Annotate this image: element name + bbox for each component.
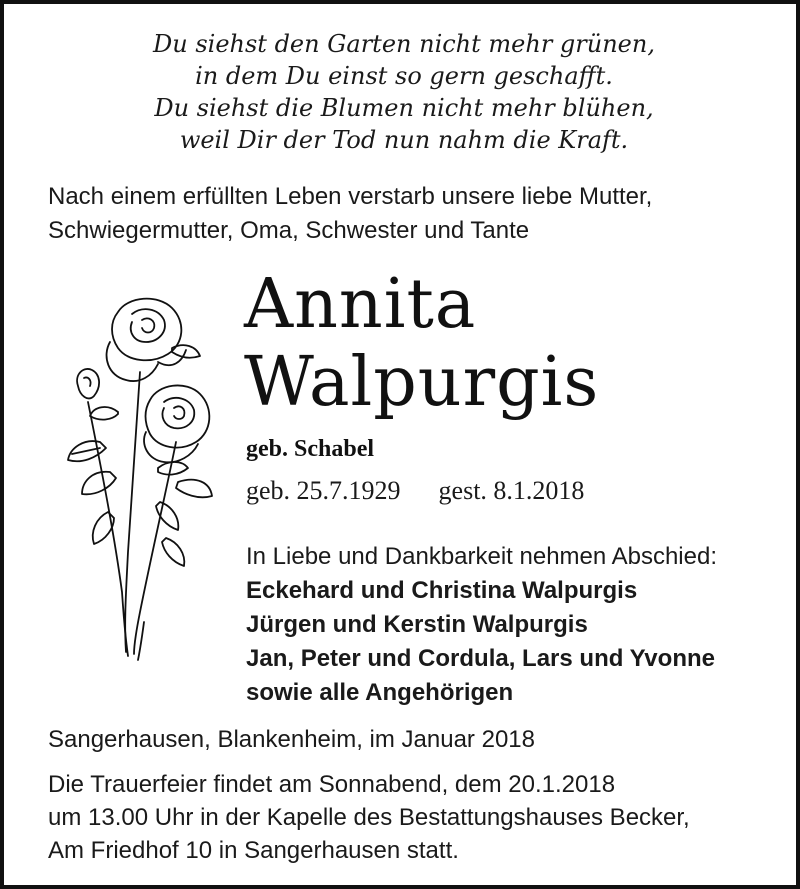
- mourner-name: Jan, Peter und Cordula, Lars und Yvonne: [246, 645, 715, 672]
- rose-bud: [77, 369, 99, 398]
- mourner-name: Eckehard und Christina Walpurgis: [246, 577, 638, 604]
- mourner-name: sowie alle Angehörigen: [246, 679, 514, 706]
- mourners-heading: In Liebe und Dankbarkeit nehmen Abschied:: [246, 543, 717, 570]
- rose-petal: [142, 318, 154, 332]
- maiden-name: geb. Schabel: [246, 436, 375, 462]
- poem-line: in dem Du einst so gern geschafft.: [195, 62, 613, 90]
- funeral-line: um 13.00 Uhr in der Kapelle des Bestattungshauses Becker,: [48, 804, 690, 831]
- leaf: [72, 448, 100, 454]
- mourner-name: Jürgen und Kerstin Walpurgis: [246, 611, 588, 638]
- first-name: Annita: [244, 265, 477, 344]
- last-name: Walpurgis: [244, 343, 600, 422]
- poem-line: Du siehst den Garten nicht mehr grünen,: [153, 30, 655, 58]
- deceased-name: [244, 266, 599, 422]
- leaf: [90, 407, 118, 420]
- stem: [125, 372, 140, 652]
- poem: [44, 28, 764, 156]
- stem: [138, 622, 144, 660]
- intro-line: Nach einem erfüllten Leben verstarb unsere liebe Mutter,: [48, 183, 653, 210]
- funeral-info: [48, 768, 788, 867]
- rose-petal: [112, 299, 181, 361]
- rose-bud: [84, 377, 91, 386]
- rose-petal: [174, 406, 184, 419]
- leaf: [156, 502, 178, 530]
- death-date: gest. 8.1.2018: [438, 476, 585, 505]
- rose-petal: [146, 385, 210, 447]
- life-dates: [246, 476, 584, 506]
- leaf: [162, 538, 184, 566]
- rose-petal: [107, 342, 158, 381]
- poem-line: weil Dir der Tod nun nahm die Kraft.: [179, 126, 629, 154]
- place-date: Sangerhausen, Blankenheim, im Januar 2018: [48, 726, 535, 753]
- poem-line: Du siehst die Blumen nicht mehr blühen,: [154, 94, 654, 122]
- leaf: [82, 472, 116, 495]
- birth-date: geb. 25.7.1929: [246, 476, 401, 505]
- roses-illustration: [48, 292, 228, 672]
- rose-petal: [131, 309, 165, 342]
- intro-line: Schwiegermutter, Oma, Schwester und Tante: [48, 217, 530, 244]
- funeral-line: Am Friedhof 10 in Sangerhausen statt.: [48, 837, 459, 864]
- leaf: [176, 480, 212, 498]
- leaf: [158, 462, 188, 475]
- mourners-block: [246, 540, 717, 710]
- rose-petal: [162, 398, 194, 428]
- intro-text: [48, 180, 768, 248]
- funeral-line: Die Trauerfeier findet am Sonnabend, dem 20.1.2018: [48, 771, 616, 798]
